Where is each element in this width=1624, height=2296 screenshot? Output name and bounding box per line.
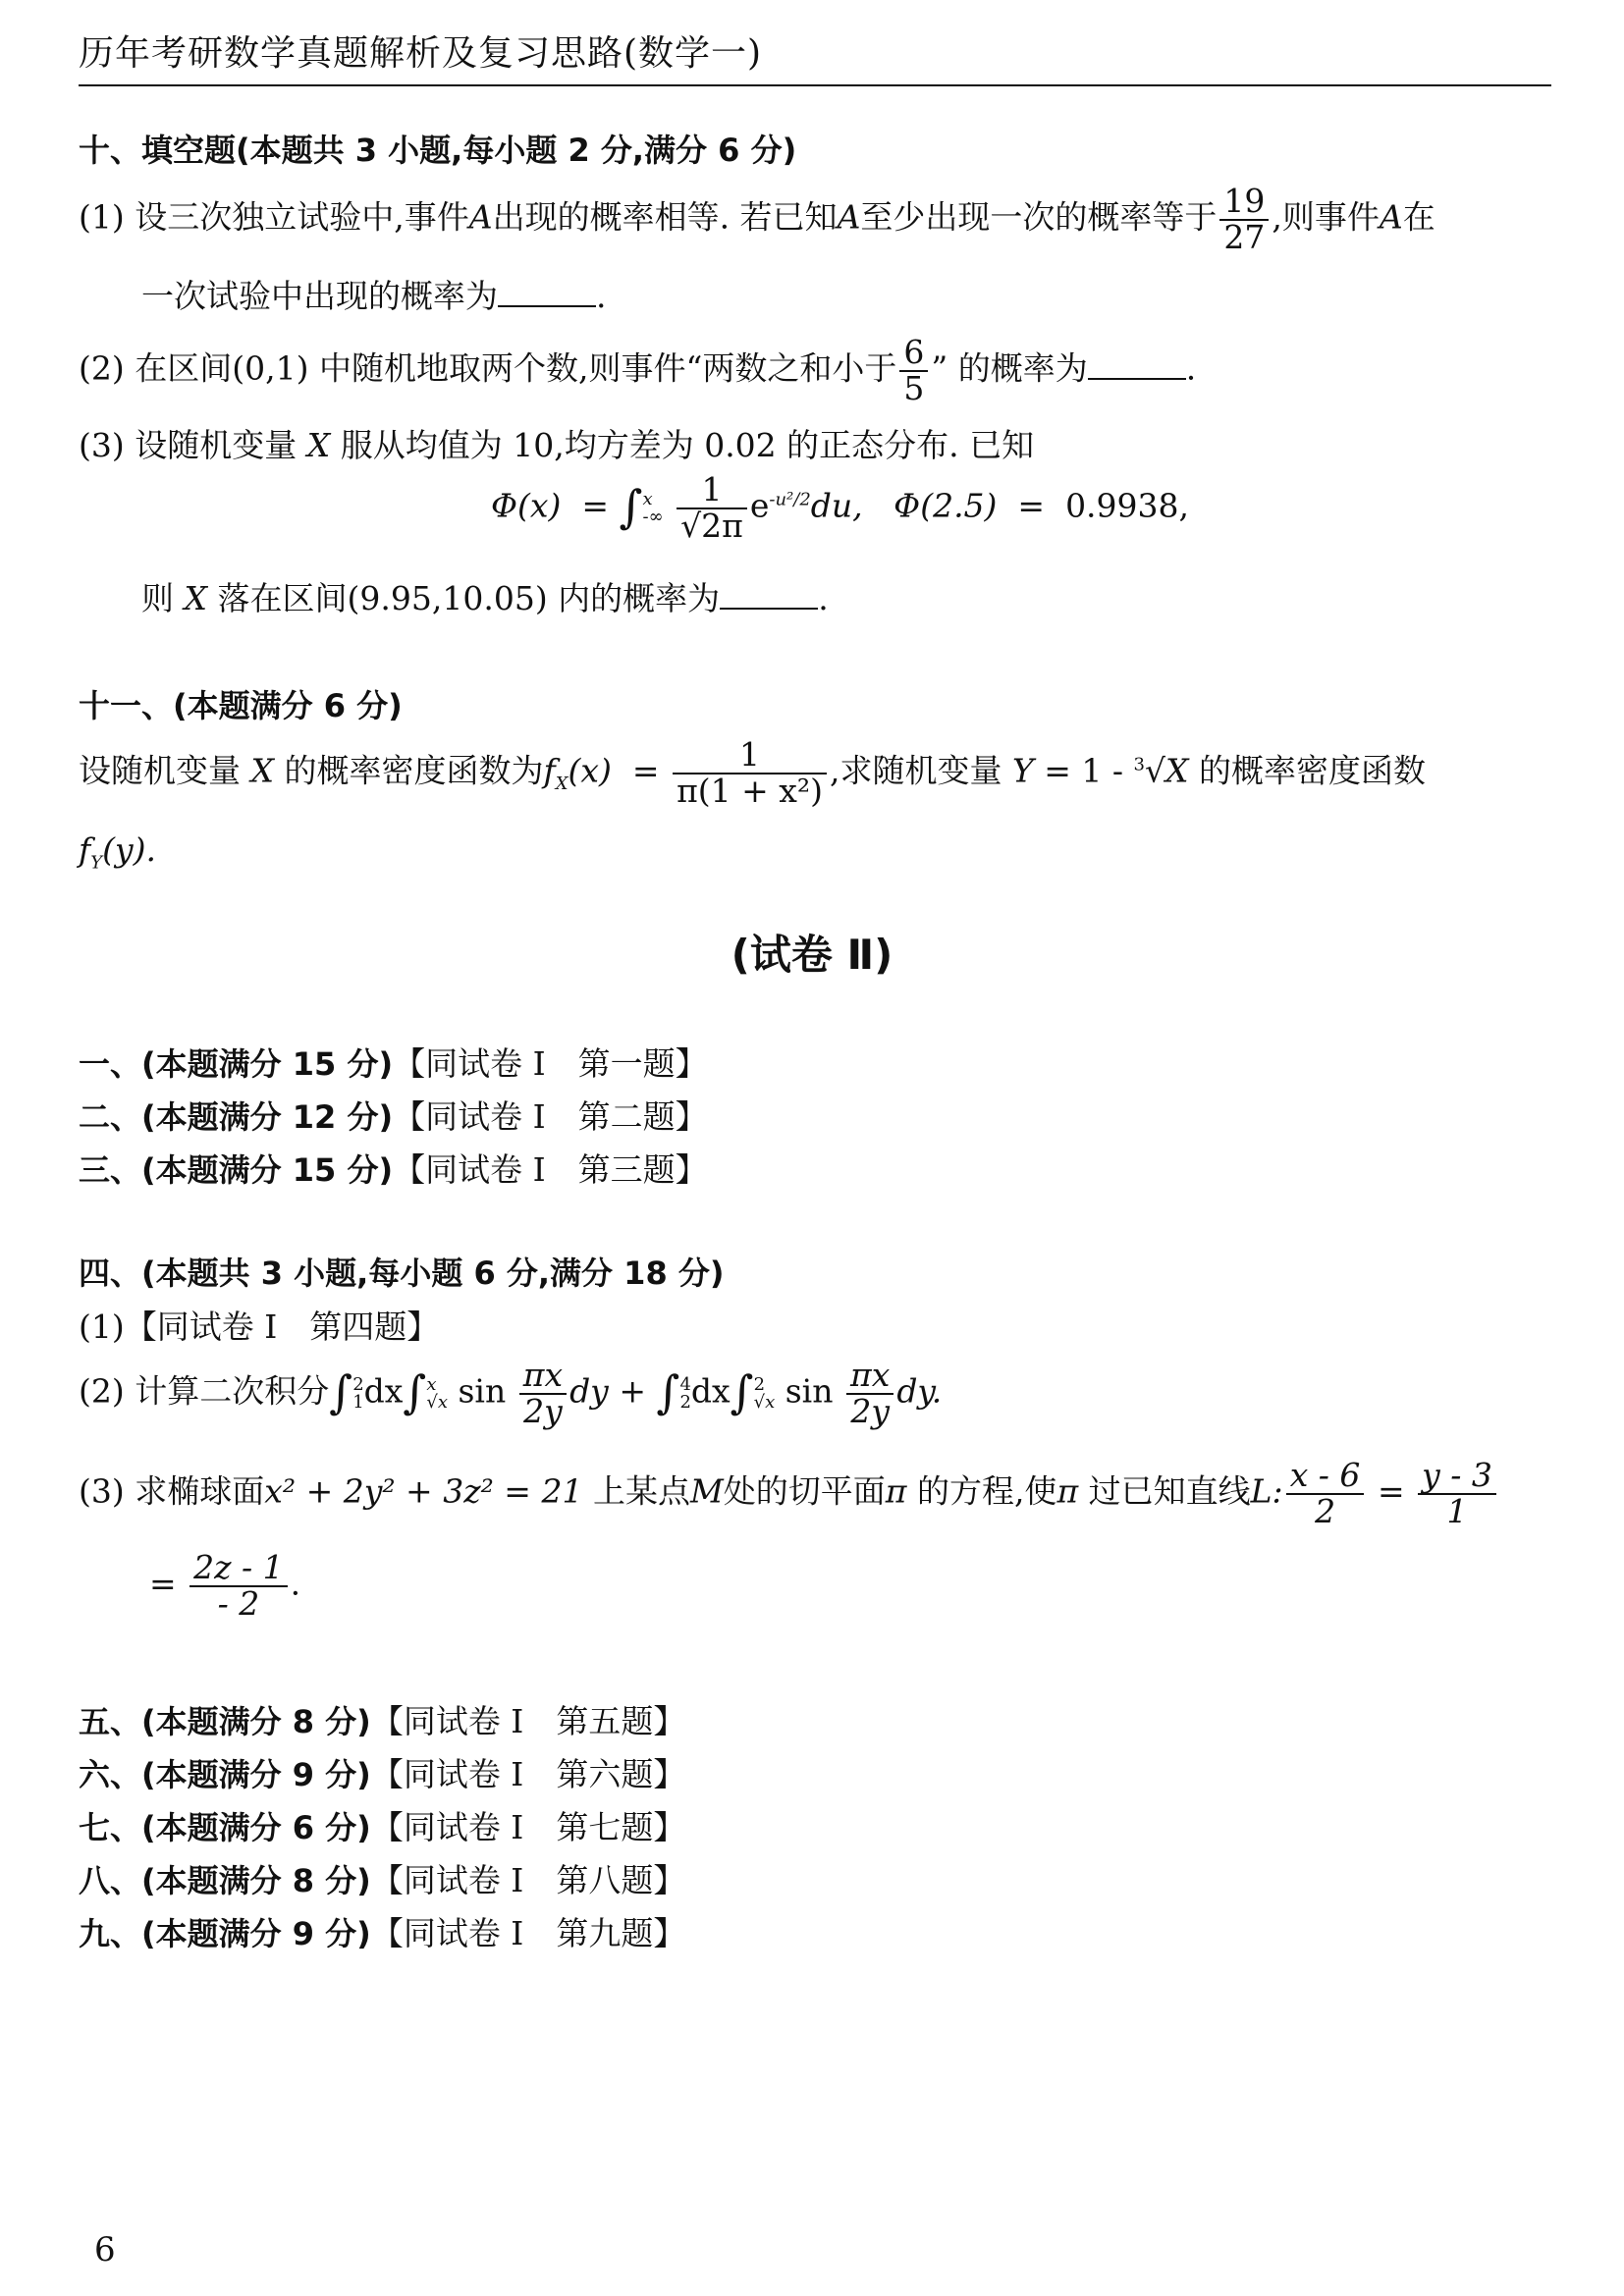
integral-limits: x -∞ bbox=[642, 488, 664, 527]
fraction-19-27: $\frac{19}{27}$ bbox=[1219, 185, 1269, 254]
integral-limits: 2 1 bbox=[352, 1373, 364, 1413]
q6-line: 六、(本题满分 9 分)【同试卷 Ⅰ 第六题】 bbox=[79, 1755, 686, 1793]
q7-line: 七、(本题满分 6 分)【同试卷 Ⅰ 第七题】 bbox=[79, 1808, 686, 1846]
q4-3-line1: (3) 求椭球面x² + 2y² + 3z² = 21 上某点M处的切平面π 的方程,使π 过已知直线L: $\frac{x - 6}{2}$ = $\frac{y - 3}{1}$ bbox=[79, 1459, 1499, 1528]
answer-blank bbox=[1088, 352, 1186, 380]
q11-line2: $f_Y(y)$. bbox=[79, 830, 156, 874]
page-number: 6 bbox=[94, 2230, 116, 2269]
running-header: 历年考研数学真题解析及复习思路(数学一) bbox=[79, 33, 763, 74]
fraction-pix-2y: $\frac{\pi x}{2y}$ bbox=[846, 1359, 893, 1428]
q11-heading: 十一、(本题满分 6 分) bbox=[79, 687, 403, 724]
q11-line1: 设随机变量 X 的概率密度函数为$f_X(x)$ = $\frac{1}{\text{π(1 + x²)}}$ ,求随机变量 Y = 1 - $^3$√X 的概率密度函数 bbox=[79, 735, 1427, 810]
integral-limits: 2 √x bbox=[753, 1373, 776, 1413]
q10-3-line3: 则 X 落在区间(9.95,10.05) 内的概率为 . bbox=[141, 579, 829, 617]
q5-line: 五、(本题满分 8 分)【同试卷 Ⅰ 第五题】 bbox=[79, 1702, 686, 1740]
q1-line: 一、(本题满分 15 分)【同试卷 Ⅰ 第一题】 bbox=[79, 1044, 708, 1083]
q10-1-line2: 一次试验中出现的概率为 . bbox=[141, 277, 607, 315]
fraction-2z-1-neg2: $\frac{2z - 1}{- 2}$ bbox=[189, 1551, 288, 1621]
fraction-1-sqrt2pi: $\frac{1}{√2\pi}$ bbox=[677, 473, 747, 543]
integral-limits: 4 2 bbox=[679, 1373, 691, 1413]
q4-2-line: (2) 计算二次积分∫ 2 1 dx∫ x √x sin $\frac{\pi x}{2y}$ dy + ∫ 4 2 dx∫ 2 √x sin $\frac{\pi x}{2y}$ dy. bbox=[79, 1356, 943, 1430]
q4-1-line: (1)【同试卷 Ⅰ 第四题】 bbox=[79, 1308, 440, 1346]
answer-blank bbox=[720, 582, 818, 610]
integral-limits: x √x bbox=[426, 1373, 448, 1413]
q4-heading: 四、(本题共 3 小题,每小题 6 分,满分 18 分) bbox=[79, 1255, 725, 1292]
q10-1-line1: (1) 设三次独立试验中,事件A出现的概率相等. 若已知A至少出现一次的概率等于 $\frac{19}{27}$ ,则事件A在 bbox=[79, 182, 1435, 256]
q8-line: 八、(本题满分 8 分)【同试卷 Ⅰ 第八题】 bbox=[79, 1861, 686, 1899]
header-rule bbox=[79, 84, 1551, 86]
fraction-6-5: $\frac{6}{5}$ bbox=[899, 336, 928, 405]
fraction-pix-2y: $\frac{\pi x}{2y}$ bbox=[519, 1359, 567, 1428]
q10-2-line: (2) 在区间(0,1) 中随机地取两个数,则事件“两数之和小于 $\frac{6}{5}$ ” 的概率为 . bbox=[79, 333, 1197, 407]
paper-ii-title: (试卷 Ⅱ) bbox=[731, 931, 893, 979]
phi-formula: Φ(x) = ∫ x -∞ $\frac{1}{√2\pi}$ $e^{-u^2/2}du$, Φ(2.5) = 0.9938, bbox=[491, 470, 1190, 545]
q4-3-line2: = $\frac{2z - 1}{- 2}$ . bbox=[149, 1548, 301, 1623]
fraction-x-6-2: $\frac{x - 6}{2}$ bbox=[1286, 1459, 1365, 1528]
density-fraction: $\frac{1}{\text{π(1 + x²)}}$ bbox=[673, 738, 827, 808]
q9-line: 九、(本题满分 9 分)【同试卷 Ⅰ 第九题】 bbox=[79, 1914, 686, 1952]
q10-3-line1: (3) 设随机变量 X 服从均值为 10,均方差为 0.02 的正态分布. 已知 bbox=[79, 426, 1035, 464]
q3-line: 三、(本题满分 15 分)【同试卷 Ⅰ 第三题】 bbox=[79, 1150, 708, 1189]
answer-blank bbox=[498, 280, 596, 307]
q10-heading: 十、填空题(本题共 3 小题,每小题 2 分,满分 6 分) bbox=[79, 132, 797, 169]
fraction-y-3-1: $\frac{y - 3}{1}$ bbox=[1418, 1459, 1496, 1528]
q2-line: 二、(本题满分 12 分)【同试卷 Ⅰ 第二题】 bbox=[79, 1097, 708, 1136]
